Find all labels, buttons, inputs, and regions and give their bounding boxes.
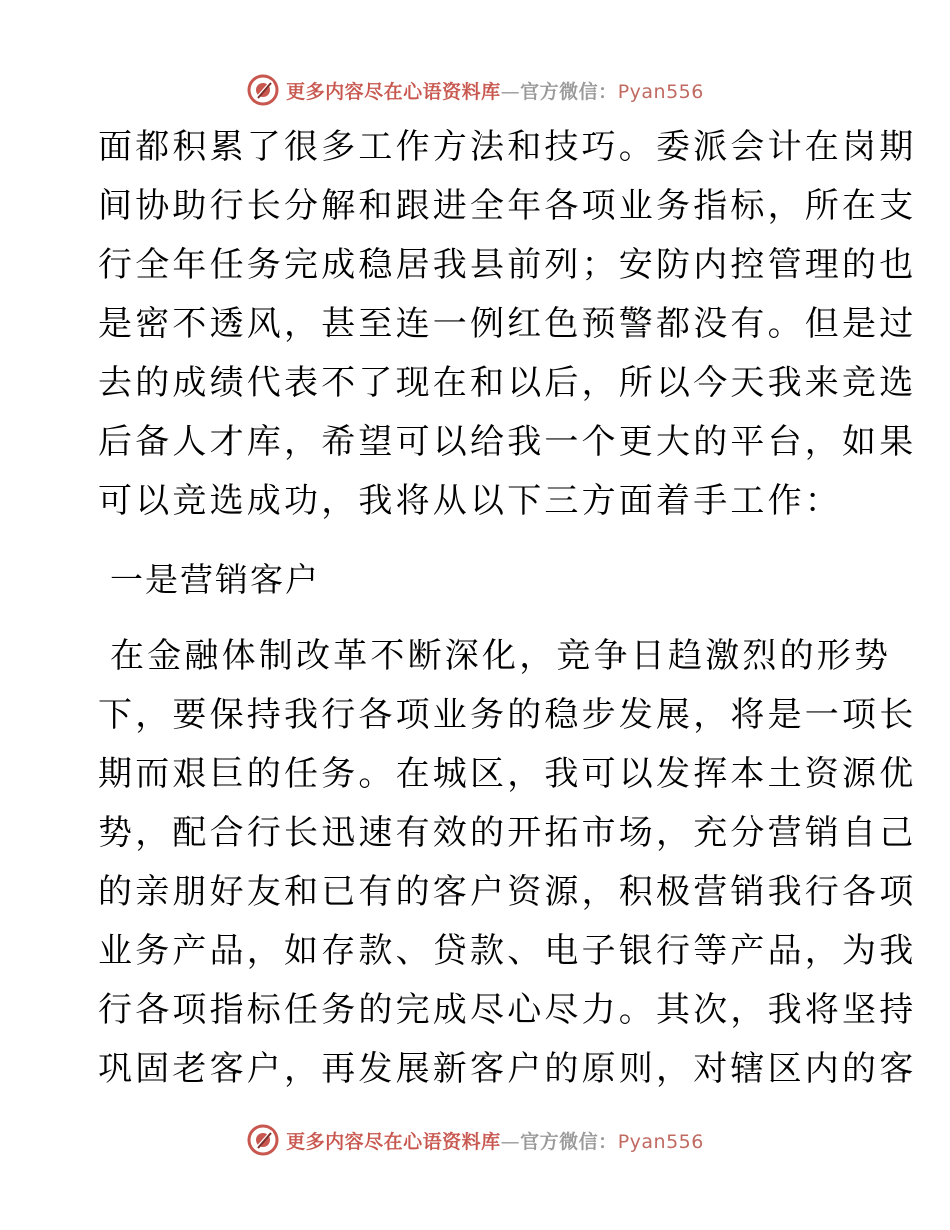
text-line: 可以竞选成功，我将从以下三方面着手工作： <box>98 481 842 521</box>
header-banner <box>0 70 950 110</box>
logo-icon <box>246 73 280 107</box>
text-line: 去的成绩代表不了现在和以后，所以今天我来竞选 <box>98 363 917 403</box>
footer-wechat-id: Pyan556 <box>617 1130 704 1153</box>
header-separator: — <box>500 80 521 103</box>
text-line: 巩固老客户，再发展新客户的原则，对辖区内的客 <box>98 1049 917 1089</box>
text-line: 行全年任务完成稳居我县前列；安防内控管理的也 <box>98 245 917 285</box>
text-line: 业务产品，如存款、贷款、电子银行等产品，为我 <box>98 931 917 971</box>
header-wechat-id: Pyan556 <box>617 80 704 103</box>
text-line: 势，配合行长迅速有效的开拓市场，充分营销自己 <box>98 813 917 853</box>
footer-label: 官方微信： <box>520 1130 618 1153</box>
text-line: 行各项指标任务的完成尽心尽力。其次，我将坚持 <box>98 990 917 1030</box>
header-site-text: 更多内容尽在心语资料库 <box>286 80 501 103</box>
header-text <box>286 77 704 104</box>
text-line: 在金融体制改革不断深化，竞争日趋激烈的形势 <box>110 636 892 676</box>
section-heading: 一是营销客户 <box>110 560 320 599</box>
header-label: 官方微信： <box>520 80 618 103</box>
paragraph-1 <box>98 118 917 531</box>
text-line: 的亲朋好友和已有的客户资源，积极营销我行各项 <box>98 872 917 912</box>
footer-text <box>286 1127 704 1154</box>
footer-banner <box>0 1120 950 1160</box>
text-line: 面都积累了很多工作方法和技巧。委派会计在岗期 <box>98 127 917 167</box>
text-line: 是密不透风，甚至连一例红色预警都没有。但是过 <box>98 304 917 344</box>
text-line: 间协助行长分解和跟进全年各项业务指标，所在支 <box>98 186 917 226</box>
text-line: 后备人才库，希望可以给我一个更大的平台，如果 <box>98 422 917 462</box>
text-line: 下，要保持我行各项业务的稳步发展，将是一项长 <box>98 695 917 735</box>
footer-site-text: 更多内容尽在心语资料库 <box>286 1130 501 1153</box>
paragraph-2 <box>98 627 917 1099</box>
logo-icon <box>246 1123 280 1157</box>
footer-separator: — <box>500 1130 521 1153</box>
text-line: 期而艰巨的任务。在城区，我可以发挥本土资源优 <box>98 754 917 794</box>
document-body <box>98 118 917 1099</box>
